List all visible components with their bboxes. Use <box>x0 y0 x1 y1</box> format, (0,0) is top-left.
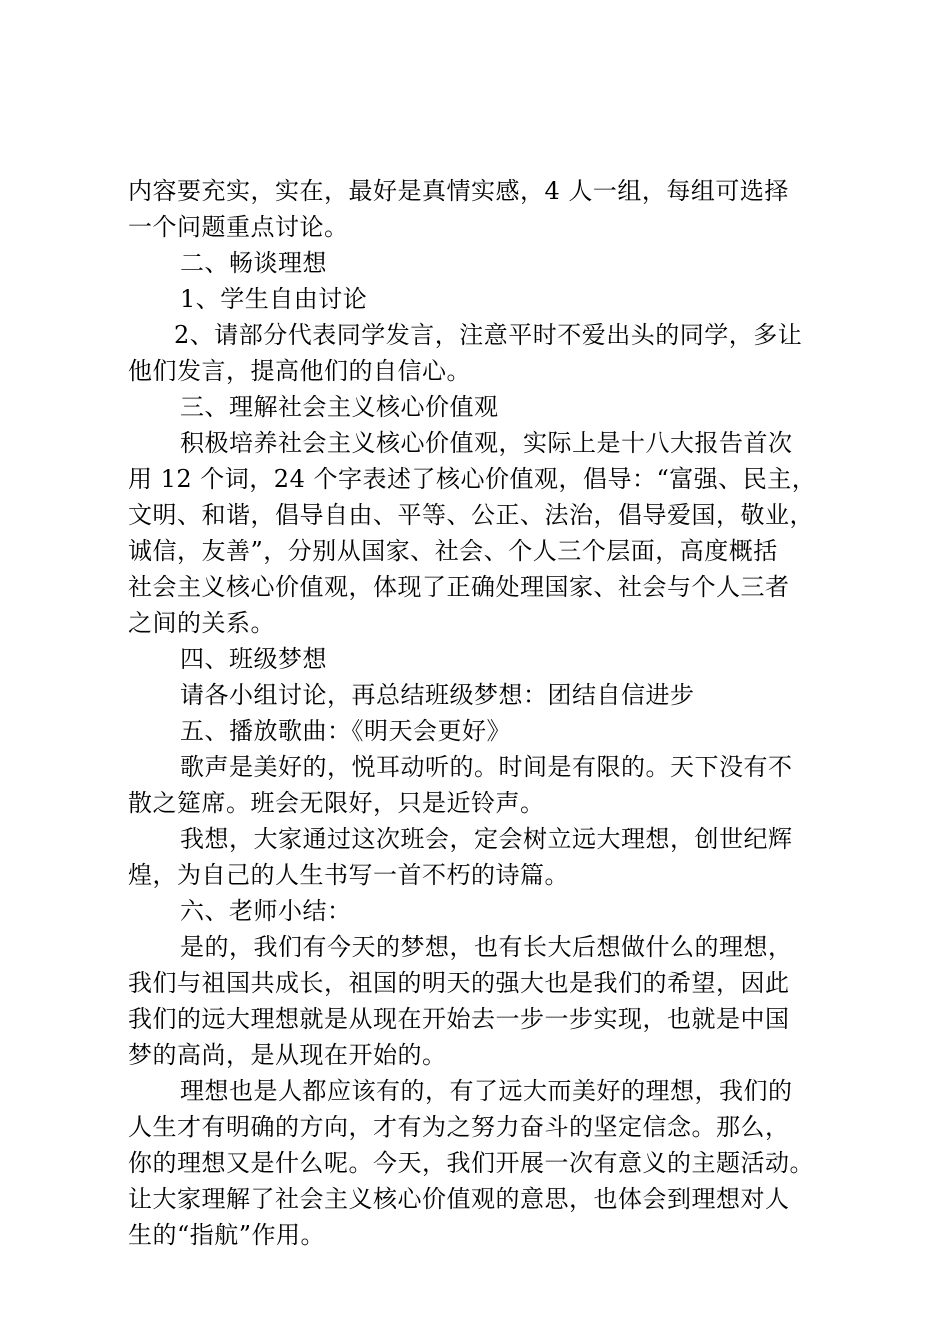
text-line: 让大家理解了社会主义核心价值观的意思，也体会到理想对人 <box>128 1185 790 1213</box>
text-line: 诚信，友善”，分别从国家、社会、个人三个层面，高度概括 <box>128 537 778 565</box>
section-heading: 六、老师小结： <box>180 897 352 925</box>
text-line: 请各小组讨论，再总结班级梦想：团结自信进步 <box>180 681 695 709</box>
text-line: 生的“指航”作用。 <box>128 1221 326 1249</box>
text-line: 用 12 个词，24 个字表述了核心价值观，倡导：“富强、民主， <box>128 465 817 493</box>
text-line: 他们发言，提高他们的自信心。 <box>128 357 471 385</box>
text-line: 社会主义核心价值观，体现了正确处理国家、社会与个人三者 <box>128 573 790 601</box>
text-line: 一个问题重点讨论。 <box>128 213 349 241</box>
text-line: 2、请部分代表同学发言，注意平时不爱出头的同学，多让 <box>174 321 803 349</box>
text-line: 你的理想又是什么呢。今天，我们开展一次有意义的主题活动。 <box>128 1149 814 1177</box>
text-line: 1、学生自由讨论 <box>180 285 368 313</box>
text-line: 是的，我们有今天的梦想，也有长大后想做什么的理想， <box>180 933 793 961</box>
section-heading: 二、畅谈理想 <box>180 249 327 277</box>
text-line: 我们与祖国共成长，祖国的明天的强大也是我们的希望，因此 <box>128 969 790 997</box>
text-line: 梦的高尚，是从现在开始的。 <box>128 1041 447 1069</box>
text-line: 积极培养社会主义核心价值观，实际上是十八大报告首次 <box>180 429 793 457</box>
text-line: 内容要充实，实在，最好是真情实感，4 人一组，每组可选择 <box>128 177 789 205</box>
section-heading: 四、班级梦想 <box>180 645 327 673</box>
text-line: 之间的关系。 <box>128 609 275 637</box>
section-heading: 三、理解社会主义核心价值观 <box>180 393 499 421</box>
text-line: 歌声是美好的，悦耳动听的。时间是有限的。天下没有不 <box>180 753 793 781</box>
section-heading: 五、播放歌曲：《明天会更好》 <box>180 717 511 745</box>
text-line: 文明、和谐，倡导自由、平等、公正、法治，倡导爱国，敬业， <box>128 501 814 529</box>
text-line: 理想也是人都应该有的，有了远大而美好的理想，我们的 <box>180 1077 793 1105</box>
document-body <box>128 173 838 1253</box>
text-line: 我们的远大理想就是从现在开始去一步一步实现，也就是中国 <box>128 1005 790 1033</box>
text-line: 我想，大家通过这次班会，定会树立远大理想，创世纪辉 <box>180 825 793 853</box>
text-line: 散之筵席。班会无限好，只是近铃声。 <box>128 789 545 817</box>
text-line: 人生才有明确的方向，才有为之努力奋斗的坚定信念。那么， <box>128 1113 790 1141</box>
text-line: 煌，为自己的人生书写一首不朽的诗篇。 <box>128 861 569 889</box>
